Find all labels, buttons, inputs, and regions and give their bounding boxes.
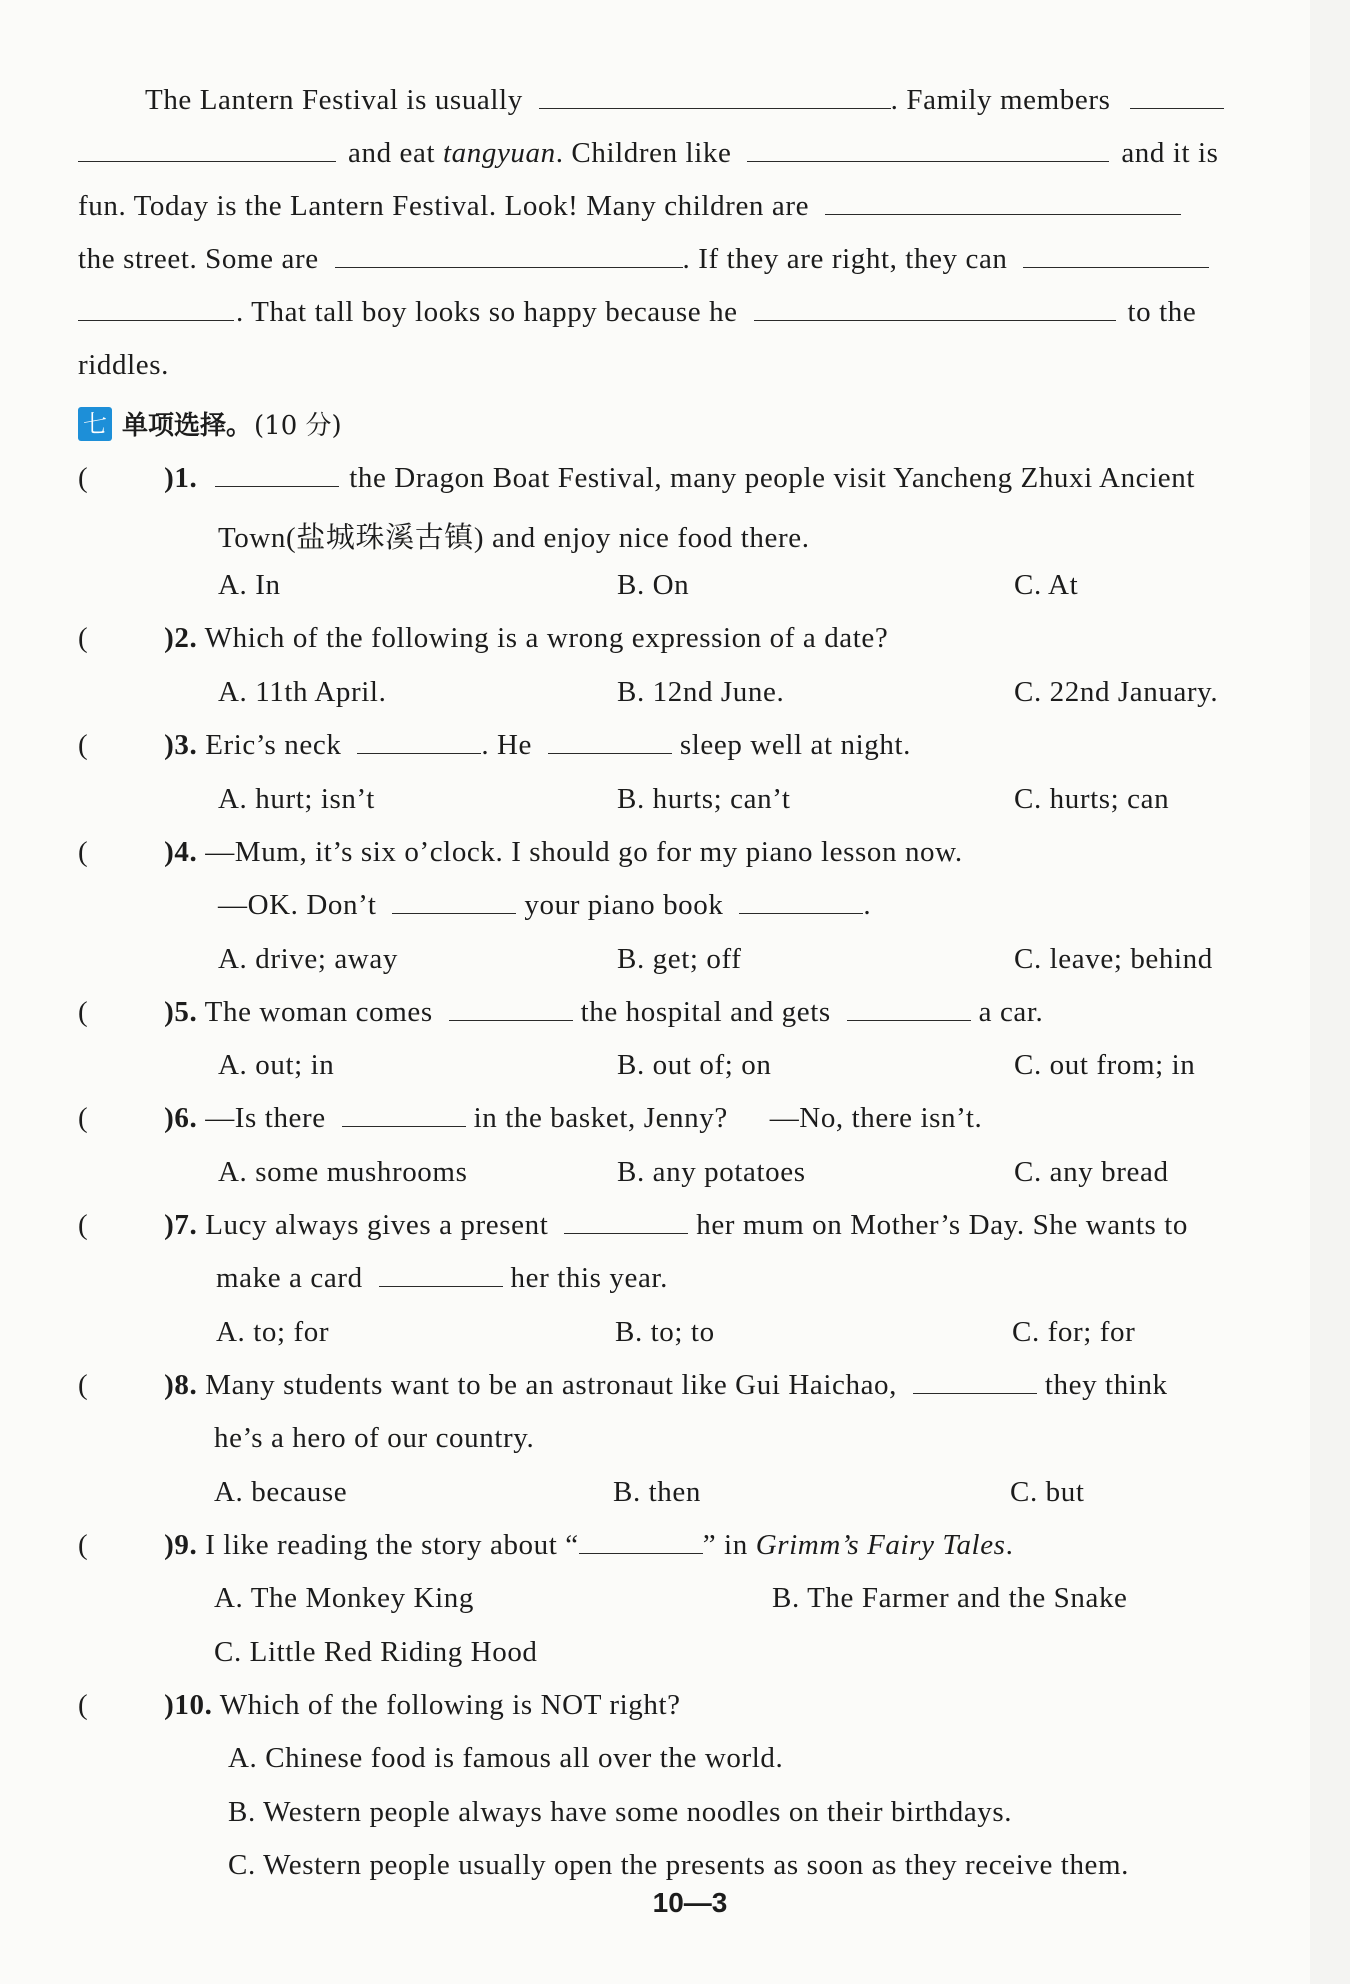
option-b[interactable]: B. hurts; can’t xyxy=(617,783,791,815)
option-c[interactable]: C. Western people usually open the presents as soon as they receive them. xyxy=(228,1849,1130,1881)
question-5: ( )5. The woman comes the hospital and gets a car. xyxy=(78,996,1044,1028)
blank[interactable] xyxy=(825,192,1181,215)
blank[interactable] xyxy=(1023,245,1209,268)
option-a[interactable]: A. out; in xyxy=(218,1049,335,1081)
answer-paren[interactable]: ( xyxy=(78,1369,89,1401)
passage-line-6: riddles. xyxy=(78,349,169,381)
option-a[interactable]: A. 11th April. xyxy=(218,676,387,708)
option-b[interactable]: B. get; off xyxy=(617,943,742,975)
question-6: ( )6. —Is there in the basket, Jenny? —No, there isn’t. xyxy=(78,1102,983,1134)
option-b[interactable]: B. any potatoes xyxy=(617,1156,806,1188)
option-a[interactable]: A. to; for xyxy=(216,1316,330,1348)
passage-line-1: The Lantern Festival is usually . Family members xyxy=(145,84,1224,117)
option-a[interactable]: A. hurt; isn’t xyxy=(218,783,375,815)
answer-paren[interactable]: ( xyxy=(78,1689,89,1721)
question-1: ( )1. the Dragon Boat Festival, many people visit Yancheng Zhuxi Ancient xyxy=(78,462,1196,494)
option-b[interactable]: B. Western people always have some noodles on their birthdays. xyxy=(228,1796,1013,1828)
option-b[interactable]: B. 12nd June. xyxy=(617,676,785,708)
blank[interactable] xyxy=(579,1531,703,1554)
question-7-line-2: make a card her this year. xyxy=(216,1262,668,1294)
answer-paren[interactable]: ( xyxy=(78,996,89,1028)
question-8-line-2: he’s a hero of our country. xyxy=(214,1422,535,1454)
section-score: (10 分) xyxy=(254,411,342,441)
question-1-line-2: Town(盐城珠溪古镇) and enjoy nice food there. xyxy=(218,522,810,554)
blank[interactable] xyxy=(539,86,891,109)
option-a[interactable]: A. The Monkey King xyxy=(214,1582,474,1614)
section-number-badge: 七 xyxy=(78,407,112,441)
option-a[interactable]: A. some mushrooms xyxy=(218,1156,468,1188)
option-b[interactable]: B. then xyxy=(613,1476,701,1508)
answer-paren[interactable]: ( xyxy=(78,836,89,868)
section-title: 单项选择。 xyxy=(122,411,253,441)
option-b[interactable]: B. to; to xyxy=(615,1316,715,1348)
option-b[interactable]: B. On xyxy=(617,569,690,601)
blank[interactable] xyxy=(564,1211,688,1234)
question-4-line-2: —OK. Don’t your piano book . xyxy=(218,889,872,921)
blank[interactable] xyxy=(847,998,971,1021)
blank[interactable] xyxy=(913,1371,1037,1394)
passage-line-5: . That tall boy looks so happy because he to the xyxy=(78,296,1196,329)
blank[interactable] xyxy=(78,298,234,321)
passage-line-2: and eat tangyuan. Children like and it is xyxy=(78,137,1219,170)
page-number: 10—3 xyxy=(652,1887,728,1918)
option-a[interactable]: A. In xyxy=(218,569,281,601)
answer-paren[interactable]: ( xyxy=(78,462,89,494)
option-c[interactable]: C. but xyxy=(1010,1476,1085,1508)
question-9: ( )9. I like reading the story about “ ” in Grimm’s Fairy Tales. xyxy=(78,1529,1014,1561)
answer-paren[interactable]: ( xyxy=(78,1102,89,1134)
blank[interactable] xyxy=(335,245,683,268)
question-10: ( )10. Which of the following is NOT right? xyxy=(78,1689,681,1721)
blank[interactable] xyxy=(342,1104,466,1127)
blank[interactable] xyxy=(78,139,336,162)
blank[interactable] xyxy=(392,891,516,914)
question-2: ( )2. Which of the following is a wrong expression of a date? xyxy=(78,622,889,654)
blank[interactable] xyxy=(379,1264,503,1287)
answer-paren[interactable]: ( xyxy=(78,1209,89,1241)
option-c[interactable]: C. for; for xyxy=(1012,1316,1136,1348)
option-b[interactable]: B. The Farmer and the Snake xyxy=(772,1582,1128,1614)
option-c[interactable]: C. any bread xyxy=(1014,1156,1169,1188)
passage-line-4: the street. Some are . If they are right, they can xyxy=(78,243,1209,276)
question-8: ( )8. Many students want to be an astronaut like Gui Haichao, they think xyxy=(78,1369,1168,1401)
passage-line-3: fun. Today is the Lantern Festival. Look! Many children are xyxy=(78,190,1181,223)
option-c[interactable]: C. hurts; can xyxy=(1014,783,1170,815)
option-c[interactable]: C. out from; in xyxy=(1014,1049,1196,1081)
blank[interactable] xyxy=(1130,86,1224,109)
blank[interactable] xyxy=(739,891,863,914)
question-3: ( )3. Eric’s neck . He sleep well at night. xyxy=(78,729,911,761)
blank[interactable] xyxy=(747,139,1109,162)
option-b[interactable]: B. out of; on xyxy=(617,1049,772,1081)
question-4: ( )4. —Mum, it’s six o’clock. I should go for my piano lesson now. xyxy=(78,836,963,868)
option-c[interactable]: C. leave; behind xyxy=(1014,943,1213,975)
option-a[interactable]: A. drive; away xyxy=(218,943,398,975)
section-header xyxy=(78,405,342,442)
option-c[interactable]: C. At xyxy=(1014,569,1079,601)
option-c[interactable]: C. 22nd January. xyxy=(1014,676,1219,708)
question-7: ( )7. Lucy always gives a present her mum on Mother’s Day. She wants to xyxy=(78,1209,1188,1241)
blank[interactable] xyxy=(548,731,672,754)
option-c[interactable]: C. Little Red Riding Hood xyxy=(214,1636,538,1668)
option-a[interactable]: A. Chinese food is famous all over the world. xyxy=(228,1742,784,1774)
answer-paren[interactable]: ( xyxy=(78,729,89,761)
answer-paren[interactable]: ( xyxy=(78,622,89,654)
blank[interactable] xyxy=(449,998,573,1021)
blank[interactable] xyxy=(754,298,1116,321)
answer-paren[interactable]: ( xyxy=(78,1529,89,1561)
option-a[interactable]: A. because xyxy=(214,1476,348,1508)
blank[interactable] xyxy=(357,731,481,754)
blank[interactable] xyxy=(215,464,339,487)
